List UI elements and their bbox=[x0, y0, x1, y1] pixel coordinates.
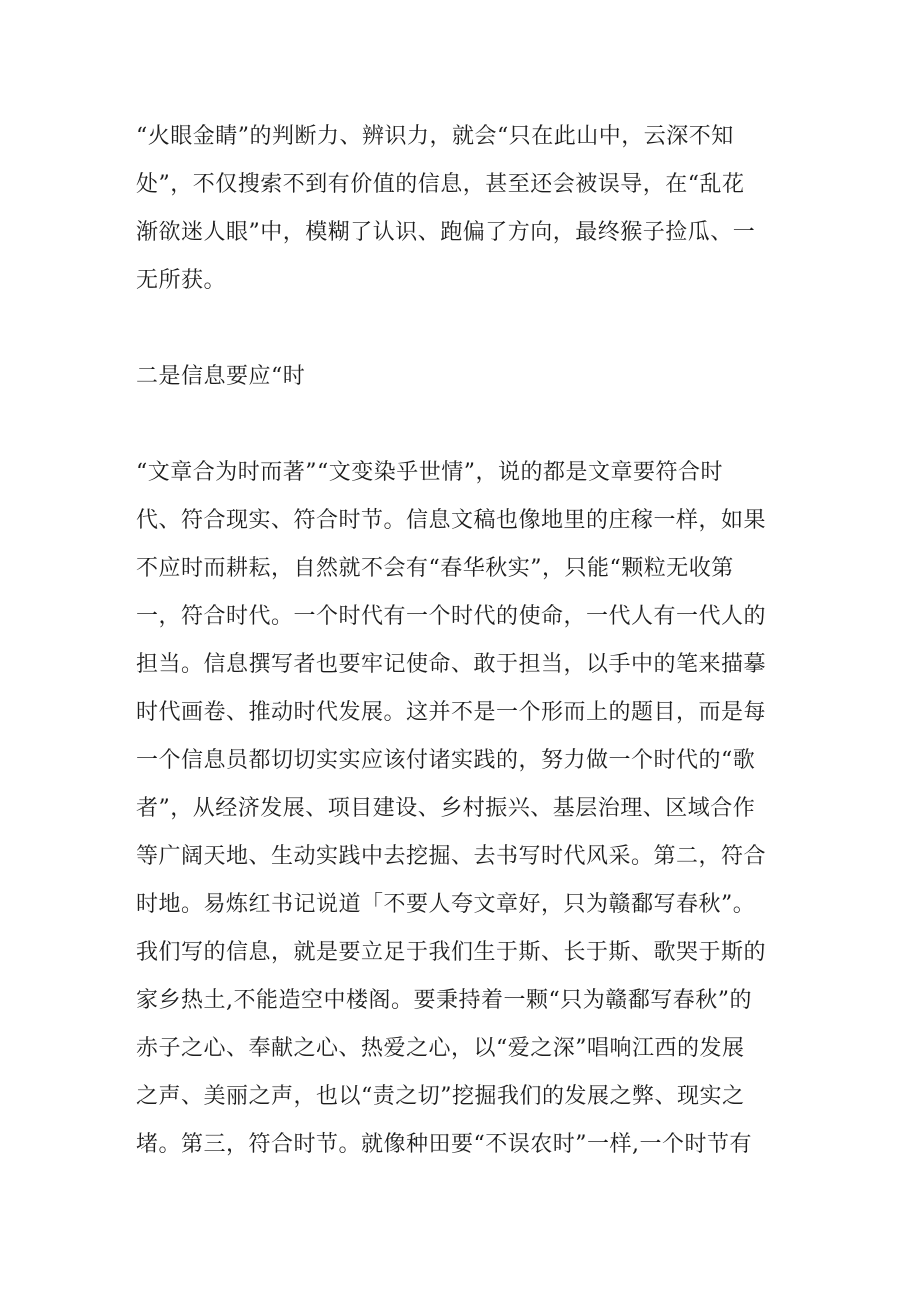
paragraph-2-line-10: 时地。易炼红书记说道「不要人夸文章好，只为赣鄱写春秋”。 bbox=[136, 892, 756, 917]
paragraph-2-line-2: 代、符合现实、符合时节。信息文稿也像地里的庄稼一样，如果 bbox=[136, 508, 767, 533]
paragraph-2-line-5: 担当。信息撰写者也要牢记使命、敢于担当，以手中的笔来描摹 bbox=[136, 652, 767, 677]
paragraph-2-line-12: 家乡热土,不能造空中楼阁。要秉持着一颗“只为赣鄱写春秋”的 bbox=[136, 988, 752, 1013]
paragraph-2-line-8: 者”，从经济发展、项目建设、乡村振兴、基层治理、区域合作 bbox=[136, 796, 756, 821]
paragraph-1-line-4: 无所获。 bbox=[136, 268, 227, 293]
paragraph-2-line-13: 赤子之心、奉献之心、热爱之心，以“爱之深”唱响江西的发展 bbox=[136, 1036, 745, 1061]
paragraph-2-line-11: 我们写的信息，就是要立足于我们生于斯、长于斯、歌哭于斯的 bbox=[136, 940, 767, 965]
paragraph-2-line-9: 等广阔天地、生动实践中去挖掘、去书写时代风采。第二，符合 bbox=[136, 844, 767, 869]
paragraph-2-line-1: “文章合为时而著”“文变染乎世情”，说的都是文章要符合时 bbox=[136, 460, 723, 485]
paragraph-1-line-1: “火眼金睛”的判断力、辨识力，就会“只在此山中，云深不知 bbox=[136, 124, 734, 149]
paragraph-2-line-7: 一个信息员都切切实实应该付诸实践的，努力做一个时代的“歌 bbox=[136, 748, 756, 773]
paragraph-1-line-3: 渐欲迷人眼”中，模糊了认识、跑偏了方向，最终猴子捡瓜、一 bbox=[136, 220, 756, 245]
paragraph-2-line-4: 一，符合时代。一个时代有一个时代的使命，一代人有一代人的 bbox=[136, 604, 767, 629]
paragraph-2-line-15: 堵。第三，符合时节。就像种田要“不误农时”一样,一个时节有 bbox=[136, 1132, 752, 1157]
paragraph-2-line-14: 之声、美丽之声，也以“责之切”挖掘我们的发展之弊、现实之 bbox=[136, 1084, 745, 1109]
paragraph-2-line-6: 时代画卷、推动时代发展。这并不是一个形而上的题目，而是每 bbox=[136, 700, 767, 725]
paragraph-1-line-2: 处”，不仅搜索不到有价值的信息，甚至还会被误导，在“乱花 bbox=[136, 172, 745, 197]
section-heading: 二是信息要应“时 bbox=[136, 364, 306, 389]
paragraph-2-line-3: 不应时而耕耘，自然就不会有“春华秋实”，只能“颗粒无收第 bbox=[136, 556, 734, 581]
